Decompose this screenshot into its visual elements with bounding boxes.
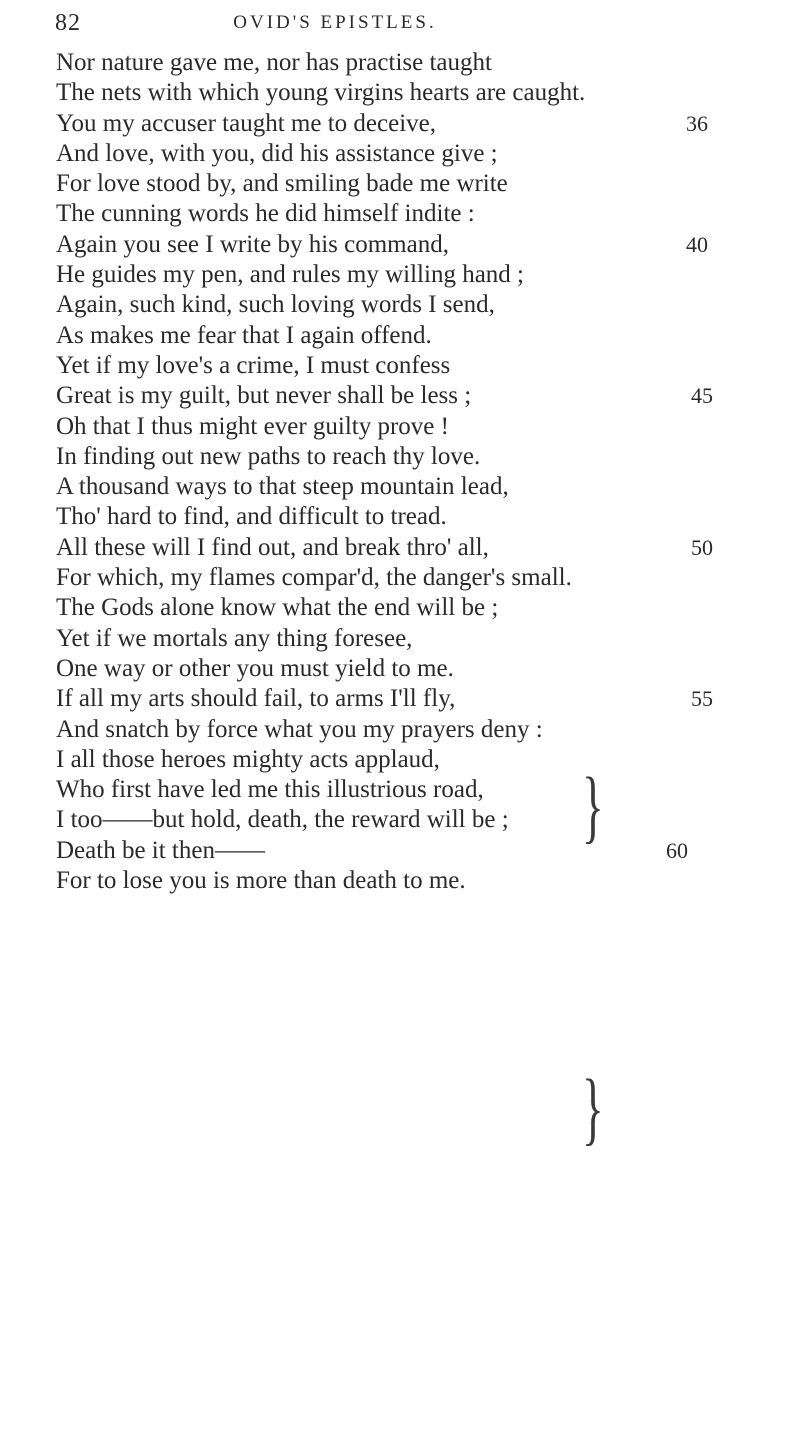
verse-line-text: Great is my guilt, but never shall be less ; — [56, 382, 472, 410]
verse-line-text: You my accuser taught me to deceive, — [56, 109, 436, 137]
verse-line-text: The nets with which young virgins hearts are caught. — [56, 79, 586, 107]
verse-line — [56, 139, 776, 169]
brace-lines-53-54: } — [582, 760, 604, 851]
verse-line — [56, 199, 776, 229]
verse-line — [56, 260, 776, 290]
verse-line-text: Oh that I thus might ever guilty prove ! — [56, 412, 449, 440]
verse-line — [56, 412, 776, 442]
verse-line-text: The Gods alone know what the end will be ; — [56, 594, 499, 622]
verse-line-text: A thousand ways to that steep mountain lead, — [56, 473, 509, 501]
brace-lines-59-60: } — [582, 1062, 604, 1153]
verse-line — [56, 78, 776, 108]
line-number: 36 — [686, 110, 708, 136]
line-number: 55 — [691, 686, 713, 712]
verse-line-text: For to lose you is more than death to me. — [56, 867, 466, 895]
verse-line — [56, 866, 776, 896]
verse-line — [56, 351, 776, 381]
verse-line-text: One way or other you must yield to me. — [56, 654, 454, 682]
verse-line-text: Who first have led me this illustrious road, — [56, 776, 484, 804]
verse-line-text: Again you see I write by his command, — [56, 230, 449, 258]
verse-line-text: He guides my pen, and rules my willing hand ; — [56, 261, 524, 289]
line-number: 50 — [691, 534, 713, 560]
verse-line — [56, 381, 776, 411]
verse-line — [56, 48, 776, 78]
verse-line-text: If all my arts should fail, to arms I'll fly, — [56, 685, 456, 713]
verse-line — [56, 745, 776, 775]
verse-line-text: And snatch by force what you my prayers deny : — [56, 715, 543, 743]
line-number: 45 — [691, 383, 713, 409]
verse-line — [56, 290, 776, 320]
verse-line — [56, 321, 776, 351]
page-number: 82 — [55, 10, 81, 36]
line-number: 60 — [666, 837, 688, 863]
verse-line-text: And love, with you, did his assistance give ; — [56, 139, 498, 167]
verse-line — [56, 624, 776, 654]
verse-line-text: Nor nature gave me, nor has practise taught — [56, 49, 492, 76]
verse-line — [56, 775, 776, 805]
verse-line-text: For which, my flames compar'd, the danger's small. — [56, 564, 572, 592]
verse-line — [56, 230, 776, 260]
verse-line — [56, 684, 776, 714]
page-header — [55, 10, 755, 46]
verse-line — [56, 563, 776, 593]
verse-line — [56, 715, 776, 745]
verse-line — [56, 533, 776, 563]
verse-line-text: I too——but hold, death, the reward will be ; — [56, 806, 509, 834]
verse-line-text: Yet if my love's a crime, I must confess — [56, 351, 451, 379]
verse-line — [56, 805, 776, 835]
verse-line — [56, 109, 776, 139]
verse-line-text: Tho' hard to find, and difficult to tread. — [56, 503, 447, 531]
verse-line-text: For love stood by, and smiling bade me write — [56, 170, 508, 198]
verse-line — [56, 502, 776, 532]
verse-line-text: I all those heroes mighty acts applaud, — [56, 745, 440, 773]
verse-line — [56, 472, 776, 502]
poem-body — [56, 48, 776, 896]
line-number: 40 — [686, 231, 708, 257]
verse-line-text: The cunning words he did himself indite : — [56, 200, 475, 228]
running-title: OVID'S EPISTLES. — [233, 12, 437, 33]
verse-line-text: In finding out new paths to reach thy love. — [56, 442, 481, 470]
verse-line-text: All these will I find out, and break thro' all, — [56, 533, 489, 561]
verse-line — [56, 169, 776, 199]
verse-line — [56, 654, 776, 684]
verse-line-text: As makes me fear that I again offend. — [56, 321, 432, 349]
verse-line-text: Again, such kind, such loving words I send, — [56, 291, 495, 319]
verse-line — [56, 593, 776, 623]
verse-line — [56, 442, 776, 472]
verse-line-text: Death be it then—— — [56, 836, 265, 864]
verse-line — [56, 836, 776, 866]
verse-line-text: Yet if we mortals any thing foresee, — [56, 624, 413, 652]
